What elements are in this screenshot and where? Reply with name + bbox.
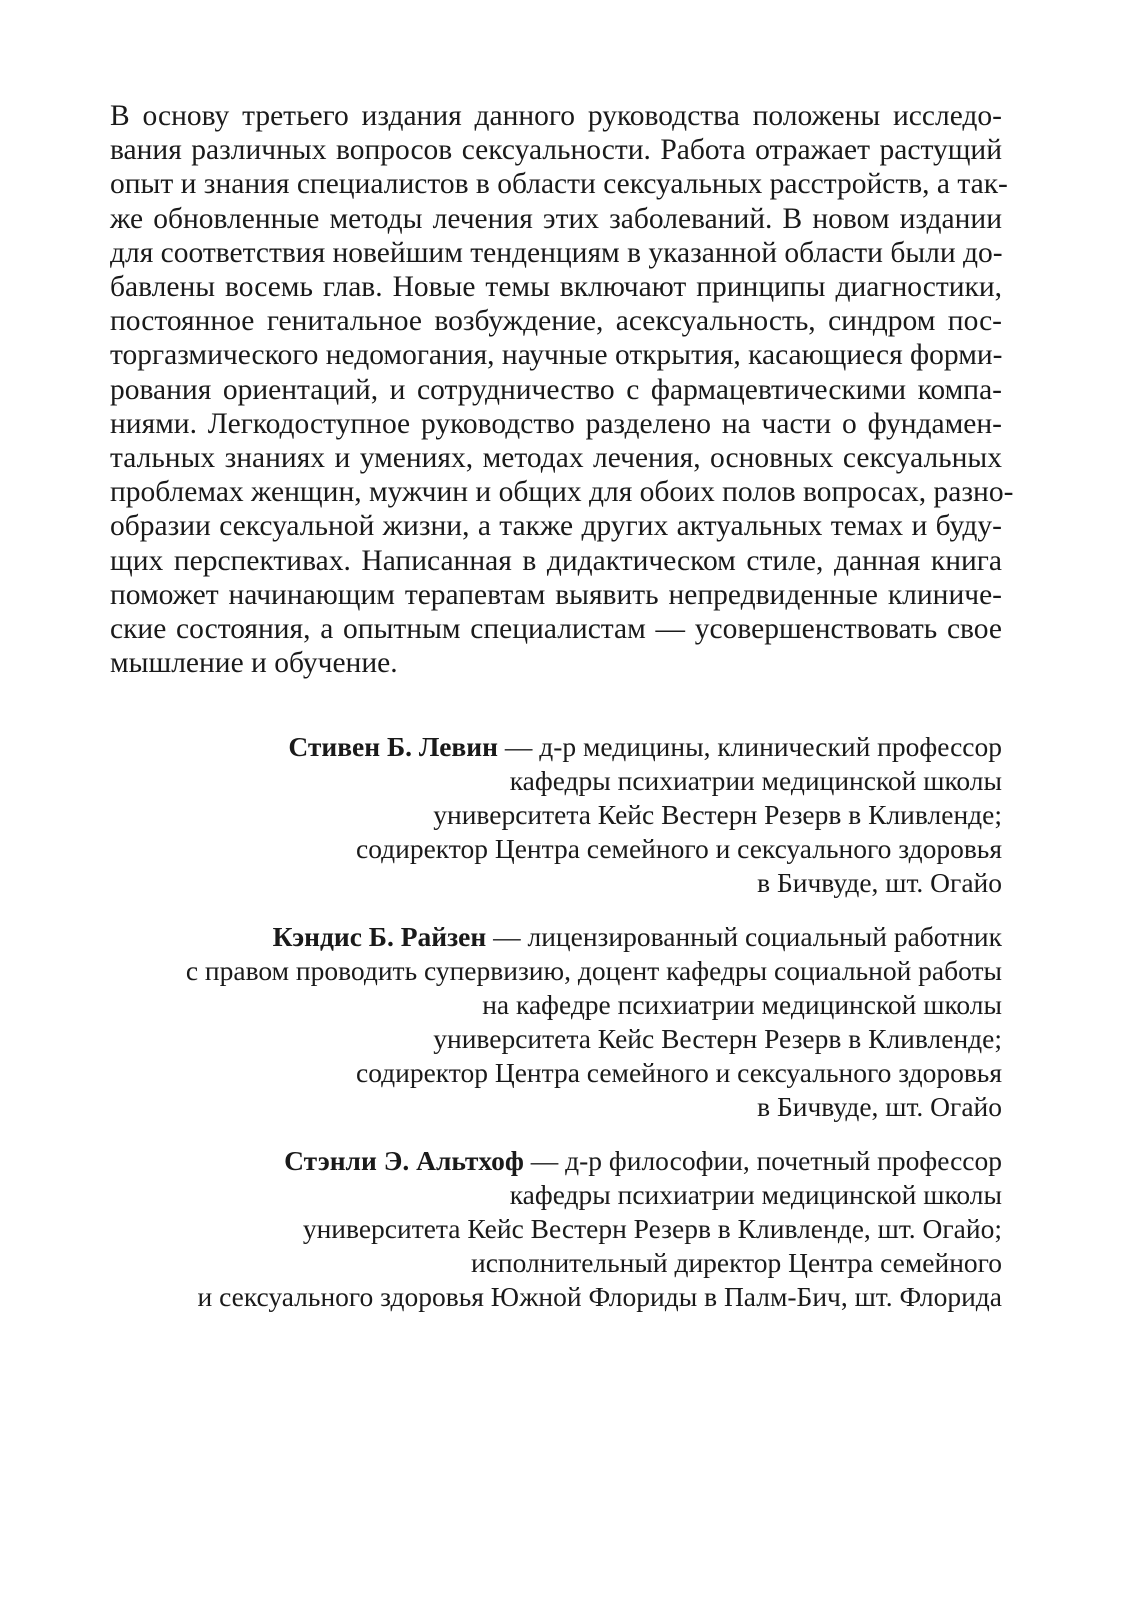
author-bio-text: — д-р философии, почетный профессор — [523, 1145, 1002, 1176]
author-bio-line: содиректор Центра семейного и сексуального здоровья — [355, 833, 1002, 864]
abstract-line: тальных знаниях и умениях, методах лечения, основных сексуальных — [110, 442, 1002, 475]
abstract-line: постоянное генитальное возбуждение, асексуальность, синдром пос- — [110, 305, 1002, 338]
abstract-line: же обновленные методы лечения этих заболеваний. В новом издании — [110, 202, 1002, 235]
author-bio-line: кафедры психиатрии медицинской школы — [509, 1179, 1002, 1210]
author-bio-line: исполнительный директор Центра семейного — [471, 1247, 1002, 1278]
author-name: Кэндис Б. Райзен — [272, 921, 487, 952]
author-bio-line — [110, 730, 1002, 764]
author-bio — [110, 730, 1002, 900]
author-bio-line: университета Кейс Вестерн Резерв в Кливленде, шт. Огайо; — [302, 1213, 1002, 1244]
author-name: Стэнли Э. Альтхоф — [284, 1145, 524, 1176]
abstract-line: бавлены восемь глав. Новые темы включают принципы диагностики, — [110, 271, 1002, 304]
author-bio-line: в Бичвуде, шт. Огайо — [757, 867, 1002, 898]
abstract-line: мышление и обучение. — [110, 647, 398, 680]
author-list — [110, 730, 1002, 1334]
author-bio — [110, 920, 1002, 1124]
abstract-line: образии сексуальной жизни, а также других актуальных темах и буду- — [110, 510, 1002, 543]
author-bio-line: университета Кейс Вестерн Резерв в Кливленде; — [433, 1023, 1002, 1054]
abstract-line: В основу третьего издания данного руководства положены исследо- — [110, 100, 1002, 132]
author-bio-text: — лицензированный социальный работник — [486, 921, 1002, 952]
author-bio-line: университета Кейс Вестерн Резерв в Кливленде; — [433, 799, 1002, 830]
author-bio-line: кафедры психиатрии медицинской школы — [509, 765, 1002, 796]
author-name: Стивен Б. Левин — [288, 731, 498, 762]
book-abstract — [110, 99, 1014, 680]
author-bio — [110, 1144, 1002, 1314]
abstract-line: опыт и знания специалистов в области сексуальных расстройств, а так- — [110, 168, 1008, 201]
abstract-line: ские состояния, а опытным специалистам — усовершенствовать свое — [110, 613, 1002, 646]
abstract-line: ниями. Легкодоступное руководство разделено на части о фундамен- — [110, 407, 1002, 440]
abstract-line: вания различных вопросов сексуальности. Работа отражает растущий — [110, 134, 1002, 167]
abstract-line: рования ориентаций, и сотрудничество с фармацевтическими компа- — [110, 373, 1002, 406]
author-bio-line: на кафедре психиатрии медицинской школы — [482, 989, 1002, 1020]
author-bio-line: с правом проводить супервизию, доцент кафедры социальной работы — [185, 955, 1002, 986]
author-bio-line: содиректор Центра семейного и сексуального здоровья — [355, 1057, 1002, 1088]
author-bio-line: и сексуального здоровья Южной Флориды в Палм-Бич, шт. Флорида — [197, 1281, 1002, 1312]
author-bio-text: — д-р медицины, клинический профессор — [497, 731, 1002, 762]
abstract-line: поможет начинающим терапевтам выявить непредвиденные клиниче- — [110, 578, 1002, 611]
author-bio-line — [110, 920, 1002, 954]
abstract-line: проблемах женщин, мужчин и общих для обоих полов вопросах, разно- — [110, 476, 1014, 509]
author-bio-line: в Бичвуде, шт. Огайо — [757, 1091, 1002, 1122]
abstract-line: щих перспективах. Написанная в дидактическом стиле, данная книга — [110, 544, 1002, 577]
author-bio-line — [110, 1144, 1002, 1178]
abstract-line: торгазмического недомогания, научные открытия, касающиеся форми- — [110, 339, 1003, 372]
abstract-line: для соответствия новейшим тенденциям в указанной области были до- — [110, 236, 1003, 269]
